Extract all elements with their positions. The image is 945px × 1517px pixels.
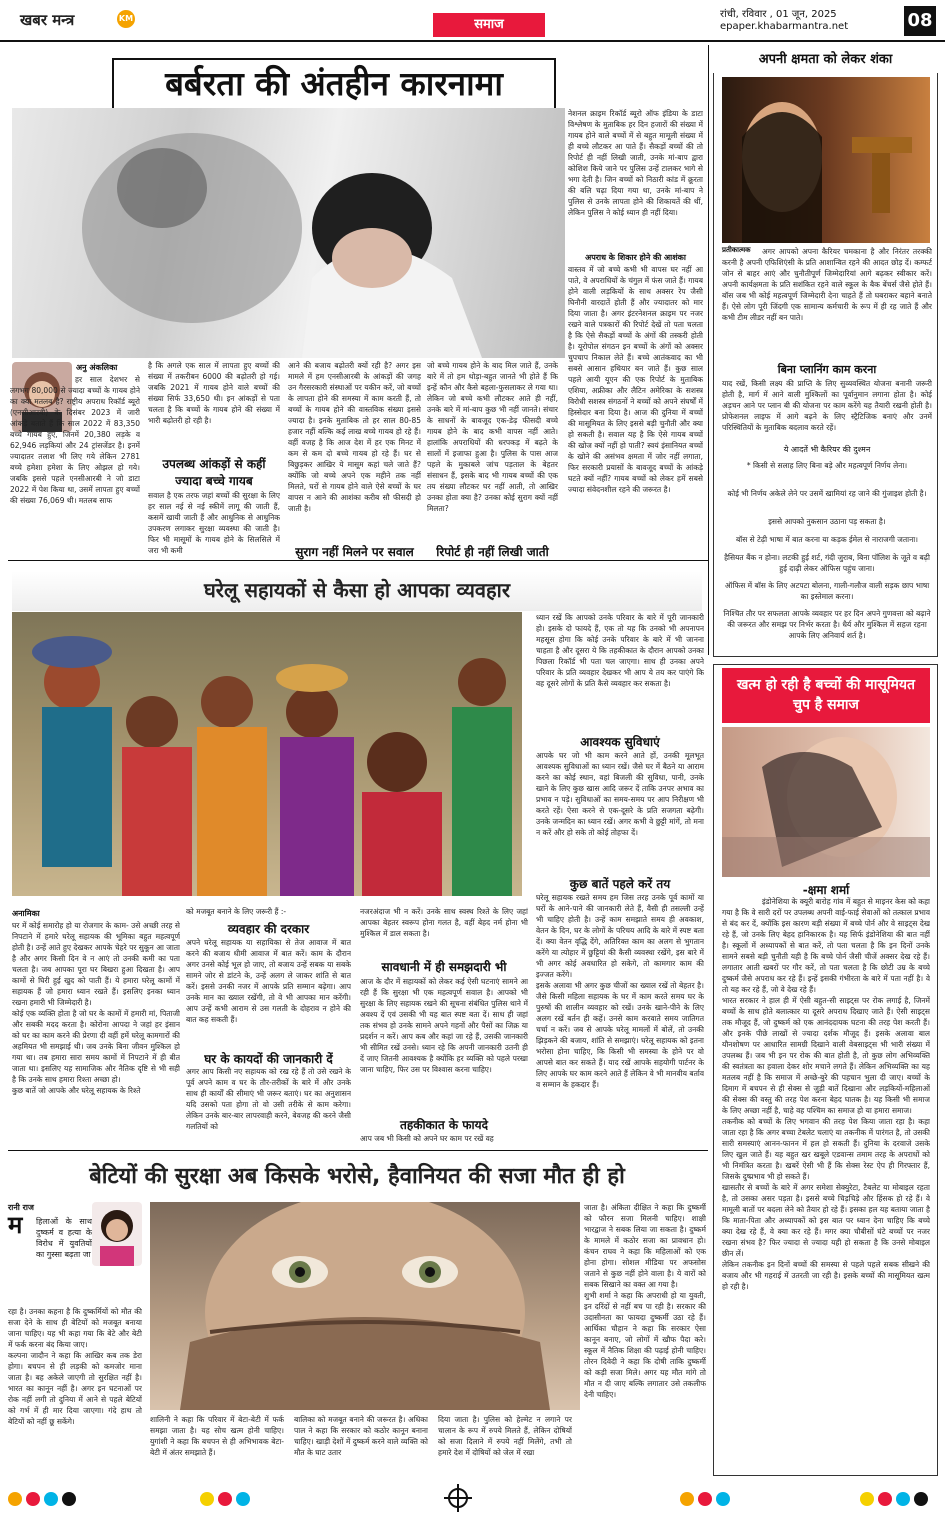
sidebar-career-list-5: ऑफिस में बॉस के लिए अटपटा बोलना, गाली-गलौज वाली सड़क छाप भाषा का इस्तेमाल करना। xyxy=(724,581,930,601)
child-shadow-image xyxy=(12,108,565,358)
registration-dot-icon xyxy=(44,1492,58,1506)
main-subhead-3: रिपोर्ट ही नहीं लिखी जाती xyxy=(436,545,549,559)
main-headline: बर्बरता की अंतहीन कारनामा xyxy=(112,58,556,110)
domestic-col-4c: घरेलू सहायक रखते समय हम जिस तरह उनके पूर्व कामों या घरों के आने-पाने की जानकारी लेते हैं, वैसी ही तसल्ली उन्हें भी चाहिए होती है। उन्हें काम समझाते समय ही अवकाश, वेतन के दिन, घर के लोगों के परिचय आदि के बारे में स्पष्ट बता दें। क्या वेतन वृद्धि देंगे, अतिरिक्त काम का अलग से भुगतान करेंगे या त्योहार में छुट्टियां की कैसी व्यवस्था रखेंगे, इस बारे में भी अगर कोई अवधारित हो सकेगे, तो कामगार काम की इज्जत करेंगे। इसके अलावा भी अगर कुछ चीजों का ख्याल रखें तो बेहतर है। जैसे किसी महिला सहायक के घर में काम करते समय घर के पुरुषों की शालीन व्यवहार को रखें। उनके खाने-पीने के लिए अलग रखें बर्तन ही कहें। उनसे काम करवाते समय जातिगत चर्चा न करें। जब से आपके घरेलू मामलों में बोलें, तो उनकी झिड़कने की बजाय, शांति से समझाएं। घरेलू सहायक को इतना भरोसा होना चाहिए, कि किसी भी समस्या के होने पर वो आपसे बात कर सकते हैं। याद रखें आपके सहयोगी पार्टनर के लिए आपके घर काम करने आते हैं लेकिन वे भी मानवीय बर्ताव व सम्मान के हकदार हैं। xyxy=(536,893,704,1089)
daughters-col-5: जाता है। अंकिता दीक्षित ने कहा कि दुष्कर्मी को फौरन सजा मिलनी चाहिए। शाक्षी भारद्वाज ने सबक लिया जा सकता है। दुष्कर्म के मामले में कठोर सजा का प्रावधान हो। कंचन राघव ने कहा कि महिलाओं को एक होना होगा। सोशल मीडिया पर अफसोस जताने से कुछ नहीं होने वाला है। ये वारों को सबक सिखाने का वक्त आ गया है। शुभी शर्मा ने कहा कि अपराधी हो या युवती, इन दरिंदों से नहीं बच पा रही है। सरकार की उदासीनता का फायदा दुष्कर्मी उठा रहे हैं। आर्थिका चौहान ने कहा कि सरकार ऐसा कानून बनाए, जो लोगों में खौफ पैदा करे। स्कूल में नैतिक शिक्षा की पढ़ाई होनी चाहिए। तोरन दिवेदी ने कहा कि दोषी ताकि दुष्कर्मी को कड़ी सजा मिले। अगर यह मौत मांगे तो मौत न दी जाए बल्कि लगातार उसे तकलीफ देनी चाहिए। xyxy=(584,1203,706,1399)
domestic-col-3c: आप जब भी किसी को अपने घर काम पर रखें वह xyxy=(360,1134,494,1143)
crosshair-line-icon xyxy=(444,1497,472,1499)
domestic-subhead-3: सावधानी में ही समझदारी भी xyxy=(381,960,507,974)
daughters-col-2: शालिनी ने कहा कि परिवार में बेटा-बेटी में फर्क समझा जाता है। यह सोच खत्म होनी चाहिए। युगांशी ने कहा कि बचपन से ही अभिभावक बेटा-बेटी में अंतर समझाते हैं। xyxy=(150,1415,284,1457)
domestic-subhead-6: तहकीकात के फायदे xyxy=(400,1118,488,1132)
photo-caption: प्रतीकात्मक xyxy=(722,246,751,254)
domestic-col-3b: आज के दौर में सहायकों को लेकर कई ऐसी घटनाएं सामने आ रही हैं कि सुरक्षा भी एक महत्वपूर्ण सवाल है। आपको भी सुरक्षा के लिए सहायक रखने की सूचना संबंधित पुलिस थाने में अवश्य दें एवं उसकी भी यह बात स्पष्ट बता दें। साथ ही जहां तक संभव हो उनके सामने अपने गहनों और पैसों का जिक्र या प्रदर्शन न करें। आप कब और कहां जा रहे हैं, उसकी जानकारी भी सीमित रखें उनसे। ध्यान रहे कि अपनी जानकारी उतनी ही दें जाए जितनी आवश्यक है क्योंकि हर व्यक्ति को पहले परखा जाना चाहिए, फिर उस पर विश्वास करना चाहिए। xyxy=(360,977,528,1074)
sidebar-children-title: खत्म हो रही है बच्चों की मासूमियत चुप है समाज xyxy=(722,668,930,723)
main-col-5b: वास्तव में जो बच्चे कभी भी वापस घर नहीं आ पाते, वे अपराधियों के चंगुल में फंस जाते हैं। गायब होने वाली लड़कियों के साथ अक्सर रेप जैसी घिनौनी वारदातें होती हैं और ज्यादातर को मार दिया जाता है। अगर इंटरनेशनल क्राइम पर नजर रखने वाले पत्रकारों की रिपोर्ट देखें तो पता चलता है कि ऐसे सैकड़ों बच्चों के अंगों की तस्करी होती है। यूरोपोल संगठन इन बच्चों के अंगों को अक्सर चुपचाप निकाल लेते हैं। बच्चे आतंकवाद का भी सबसे आसान हथियार बन जाते हैं। कुछ साल पहले आयी यूएन की एक रिपोर्ट के मुताबिक एशिया, अफ्रीका और लैटिन अमेरिका के सशस्त्र विरोधी सशस्त्र संगठनों ने बच्चों को अपने संघर्षों में हिस्सेदार बना दिया है। आज की दुनिया में बच्चों की मासूमियत के लिए इससे बड़ी चुनौती और क्या हो सकती है। सवाल यह है कि ऐसे गायब बच्चों की खोज क्यों नहीं हो पाती? स्वयं इंसानियत बच्चों के खोने की असंभव क्षमता में जोर नहीं लगाता, फिर सरकारी प्रयासों के बावजूद बच्चों के आंकड़े घटते क्यों नहीं? गायब बच्चों को लेकर हमें सबसे ज्यादा संवेदनशील रहने की जरूरत है। xyxy=(568,265,703,494)
registration-dot-icon xyxy=(236,1492,250,1506)
domestic-col-1: घर में कोई समारोह हो या रोजगार के काम- उसे अच्छी तरह से निपटाने में हमारे घरेलू सहायक की भूमिका बहुत महत्वपूर्ण होती है। उन्हें आते हुए देखकर आपके चेहरे पर सुकून आ जाता है और अगर किसी दिन वे न आएं तो उनकी कमी का पता चलता है। जब आपका पूरा घर बिखरा हुआ दिखता है। आप कामों से घिरी हुई खुद को पाती हैं। ये हमारा घरेलू कामों में सहायक हैं जो हमारा ध्यान रखते हैं। इसलिए इनका ध्यान रखना हमारी भी जिम्मेदारी है। कोई एक व्यक्ति होता है जो घर के कामों में हमारी मां, पिताजी और सबकी मदद करता है। कोरोना आपदा ने जहां हर इंसान को घर का काम करने की प्रेरणा दी वहीं हमें घरेलू कामगारों की अहमियत भी समझाई थी। जब उनके बिना जीवन मुश्किल हो गया था। तब हमारा सारा समय कामों में निपटाने में ही बीत जाता था। इसलिए यह सामाजिक और नैतिक दृष्टि से भी सही है कि उनके साथ हमारा रिश्ता अच्छा हो। कुछ बातें जो आपके और घरेलू सहायक के रिश्ते xyxy=(12,921,180,1095)
page-number: 08 xyxy=(904,6,936,36)
brand-logo-icon: KM xyxy=(117,10,135,28)
registration-dot-icon xyxy=(860,1492,874,1506)
sidebar-career-note: ये आदतें भी कैरियर की दुश्मन xyxy=(783,445,871,454)
domestic-col-4a: ध्यान रखें कि आपको उनके परिवार के बारे में पूरी जानकारी हो। इसके दो फायदे हैं, एक तो यह कि उनको भी अपनापन महसूस होगा कि कोई उनके परिवार के बारे में भी जानना चाहता है और दूसरा ये कि तहकीकात के दौरान आपको उनका पिछला रिकॉर्ड भी पता चल जाएगा। साथ ही उनका अपने परिवार के प्रति व्यवहार देखकर भी आप ये तय कर पाएंगे कि वह दूसरे लोगों के प्रति कैसे व्यवहार कर सकता है। xyxy=(536,613,704,688)
main-col-2: है कि अगले एक साल में लापता हुए बच्चों की संख्या में तकरीबन 6000 की बढ़ोतरी हो गई। जबकि 2021 में गायब होने वाले बच्चों की संख्या सिर्फ 33,650 थी। इन आंकड़ों से पता चलता है कि बच्चों के गायब होने की संख्या में भारी बढ़ोतरी हो रही है। xyxy=(148,361,280,425)
main-col-4: जो बच्चे गायब होने के बाद मिल जाते हैं, उनके बारे में तो हम थोड़ा-बहुत जानते भी होते हैं कि इन्हें कौन और कैसे बहला-फुसलाकर ले गया था। लेकिन जो बच्चे कभी लौटकर आते ही नहीं, उनके बारे में मां-बाप कुछ भी नहीं जानते। संचार के साधनों के बावजूद एक-डेढ़ फीसदी बच्चे गायब होने के बाद कभी वापस नहीं आते। हालांकि अपराधियों की धरपकड़ में बढ़ते के सालों में इजाफा हुआ है। पुलिस के पास आज पहले के मुकाबले जांच पड़ताल के बेहतर संसाधन हैं, इसके बाद भी गायब बच्चों की एक तय संख्या लौटकर घर नहीं आती, तो आखिर उनका होता क्या है? उनका कोई सुराग क्यों नहीं मिलता? xyxy=(427,361,558,513)
sidebar-children-byline: -क्षमा शर्मा xyxy=(802,883,850,897)
registration-dot-icon xyxy=(62,1492,76,1506)
main-story-photo xyxy=(12,108,565,358)
women-workers-image xyxy=(12,612,522,896)
main-col-2b: सवाल है एक तरफ जहां बच्चों की सुरक्षा के लिए हर साल नई से नई स्कीमें लागू की जाती हैं, कसमें खायी जाती हैं और आधुनिक से आधुनिक उपकरण लगाकर सुरक्षा व्यवस्था की जाती है। फिर भी मासूमों के गायब होने के सिलसिले में जरा भी कमी xyxy=(148,491,280,555)
sidebar-career-list-0: * किसी से सलाह लिए बिना बड़े और महत्वपूर्ण निर्णय लेना। xyxy=(746,461,908,470)
registration-dot-icon xyxy=(200,1492,214,1506)
sidebar-career-photo xyxy=(722,77,930,243)
section-label: समाज xyxy=(433,13,545,37)
sidebar-career-list-2: इससे आपको नुकसान उठाना पड़ सकता है। xyxy=(768,517,886,526)
registration-dot-icon xyxy=(914,1492,928,1506)
sidebar-career-title: अपनी क्षमता को लेकर शंका xyxy=(713,47,938,73)
domestic-col-3a: नजरअंदाज भी न करें। उनके साथ स्वस्थ रिश्ते के लिए जहां आपका बेहतर स्वरूप होना गलत है, वहीं बेहद नर्म होना भी मुश्किल में डाल सकता है। xyxy=(360,907,528,938)
sidebar-children-body: इंडोनेशिया के क्यूरी बारोह गांव में बहुत से माइनर केस को कहा गया है कि वे सारी दरों पर उपलब्ध अपनी वाई-फाई सेवाओं को तत्काल प्रभाव से बंद कर दें, क्योंकि इस कारण बड़ी संख्या में बच्चे पोर्न और वे साइट्स देख रहे हैं, जो उनके लिए बेहद हानिकारक है। यह सिर्फ इंडोनेशिया की बात नहीं है। स्कूलों में अध्यापकों से बात करें, तो पता चलता है कि इन दिनों उनके सामने सबसे बड़ी चुनौती यही है कि बच्चे पोर्न जैसी चीजें अक्सर देख रहे हैं। लगातार आती खबरों पर गौर करें, तो पता चलता है कि छोटी उम्र के बच्चे दुष्कर्म जैसे अपराध कर रहे हैं। इन्हें इसकी गंभीरता के बारे में पता नहीं है। वे तो यह कर रहे हैं, जो वे देख रहे हैं। भारत सरकार ने हाल ही में ऐसी बहुत-सी साइट्स पर रोक लगाई है, जिनमें बच्चों के साथ होते बलात्कार या दूसरे अपराध दिखाए जाते हैं। ऐसी साइट्स तक मौजूद हैं, जो दुष्कर्म को एक आनंददायक घटना की तरह पेश करती हैं। और इनके पीछे लाखों से ज्यादा दर्शक मौजूद हैं। इसके अलावा बाल यौनशोषण पर आधारित सामग्री दिखाने वाली वेबसाइट्स भी भारी संख्या में उपलब्ध हैं। जब भी इन पर रोक की बात होती है, तो कुछ लोग अभिव्यक्ति की स्वतंत्रता का हवाला देकर शोर मचाने लगते हैं। लेकिन अभिव्यक्ति का यह मतलब नहीं है कि समाज में अच्छे-बुरे की पहचान भुला दी जाए। बच्चों के दिमाग में बचपन से ही सेक्स से जुड़ी बातें दिखाना और लड़कियों-महिलाओं की सेक्स की वस्तु की तरह पेश करना बेहद घातक है। यह किसी भी समाज के लिए अच्छा नहीं है, चाहे वह पश्चिम का समाज हो या हमारा समाज। तकनीक को बच्चों के लिए भगवान की तरह पेश किया जाता रहा है। कहा जाता रहा है कि अगर बच्चा टेबलेट चलाएं या तकनीक में पारंगत है, तो उसकी सारी समस्याएं आनन-फानन में हल हो सकती हैं। दुनिया के दरवाजे उसके लिए खुल जाते हैं। यह बहुत खर खबूले एडवान्स तमाम तरह के अपराधों को भी निमंत्रित करता है। खबरें ऐसी भी हैं कि सेक्स रेस्ट ऐप ही गिरफ्तार हैं, जिसके दुष्प्रभाव भी हो सकते हैं। खासतौर से बच्चों के बारे में अगर समेशा सेक्युरेटा, टैबलेट या मोबाइल रहता है, तो उसका असर पड़ता है। इससे बच्चे चिड़चिड़े और हिंसक हो रहे हैं। वे मामूली बातों पर बदला लेने को तैयार हो रहे हैं। इसका हल यह बताया जाता है कि माता-पिता और अध्यापकों को इस बात पर ध्यान देना चाहिए कि बच्चे क्या देख रहे हैं, वे क्या कर रहे हैं। मगर क्या चौबीसों घंटे बच्चों पर नजर रखना संभव है? फिर ज्यादा से ज्यादा यही हो सकता है कि उनसे मोबाइल छीन लें। लेकिन तकनीक इन दिनों बच्चों की समस्या से पहले पहले सबक सीखने की बजाय और भी गहराई में उतरती जा रही है। इसके बच्चों की मासूमियत खत्म हो रही है। xyxy=(722,897,930,1291)
domestic-col-2c: अगर आप किसी नए सहायक को रख रहे हैं तो उसे रखने के पूर्व अपने काम व घर के तौर-तरीकों के बारे में और उनके साथ ही कार्यों की सीमाएं भी जरूर बताएं। घर का अनुशासन यदि उसको पता होगा तो वो उसी तरीके से काम करेगा। लेकिन उनके बार-बार लापरवाही करने, बेवजह की करने जैसी गलतियों को xyxy=(186,1067,351,1131)
daughters-headline: बेटियों की सुरक्षा अब किसके भरोसे, हैवानियत की सजा मौत ही हो xyxy=(89,1164,625,1189)
issue-date: रांची, रविवार , 01 जून, 2025 xyxy=(720,9,837,20)
registration-dot-icon xyxy=(8,1492,22,1506)
registration-dot-icon xyxy=(698,1492,712,1506)
registration-dot-icon xyxy=(680,1492,694,1506)
sidebar-career-list-4: हैसियत बैंक न होना। लटकी हुई शर्ट, गंदी जुराब, बिना पॉलिश के जूते व बढ़ी हुई दाढ़ी लेकर ऑफिस पहुंच जाना। xyxy=(724,553,930,573)
covered-mouth-image xyxy=(150,1202,580,1410)
sidebar-career-subhead: बिना प्लानिंग काम करना xyxy=(777,363,877,376)
domestic-subhead-1: व्यवहार की दरकार xyxy=(227,922,310,936)
top-rule xyxy=(0,40,945,42)
domestic-subhead-2: घर के कायदों की जानकारी दें xyxy=(204,1052,333,1066)
domestic-headline: घरेलू सहायकों से कैसा हो आपका व्यवहार xyxy=(203,578,511,602)
domestic-col-4b: आपके घर जो भी काम करने आते हों, उनकी मूलभूत आवश्यक सुविधाओं का ध्यान रखें। जैसे घर में बैठने या आराम करने का कोई स्थान, वहां बिजली की सुविधा, पानी, उनके खाने के लिए कुछ खास आदि जरूर दें ताकि उनपर अभाव का प्रभाव न पड़े। सुविधाओं का समय-समय पर आप निरीक्षण भी करते रहें। ऐसा करने से एक-दूसरे के प्रति सजगता बढ़ेगी। उनके जन्मदिन का ध्यान रखें। अगर कभी वे छुट्टी मांगें, तो मना न करें और हो सके तो कोई तोहफा दें। xyxy=(536,751,704,837)
domestic-subhead-5: कुछ बातें पहले करें तय xyxy=(569,877,671,891)
sidebar-career-list-1: कोई भी निर्णय अकेले लेने पर उसमें खामियां रह जाने की गुंजाइश होती है। xyxy=(727,489,927,498)
daughters-col-1b: रहा है। उनका कहना है कि दुष्कर्मियों को मौत की सजा देने के साथ ही बेटियों को मजबूत बनाया जाना चाहिए। यह भी कहा गया कि बेटे और बेटी में फर्क करना बंद किया जाए। कल्पना जादौन ने कहा कि आखिर कब तक डेरा होगा। बचपन से ही लड़की को कमजोर माना जाता है। बह अकेले जाएगी तो सुरक्षित नहीं है। भारत का कानून नहीं है। अगर इन घटनाओं पर रोक नहीं लगी तो दुनिया में आने से पहले बेटियों को गर्भ में ही मार दिया जाएगा। गंदे हाथ तो बेटियों को नहीं छू सकेंगे। xyxy=(8,1307,142,1426)
column-divider xyxy=(708,45,709,655)
registration-dot-icon xyxy=(878,1492,892,1506)
main-col-1: हर साल देशभर से लगभग 80,000 से ज्यादा बच्चों के गायब होने का क्या मतलब है? राष्ट्रीय अपराध रिकॉर्ड ब्यूरो (एनसीआरबी) के दिसंबर 2023 में जारी आंकड़े बताते हैं कि साल 2022 में 83,350 बच्चे गायब हुए, जिनमें 20,380 लड़के व 62,946 लड़कियां और 24 ट्रांसजेंडर है। इनमें ज्यादातर तलाश भी लिए गये लेकिन 2781 बच्चे हमेशा हमेशा के लिए ओझल हो गये। जबकि इससे पहले एनसीआरबी ने जो डाटा 2022 में पेश किया था, उसमें लापता हुए बच्चों की संख्या 76,069 थी। मतलब साफ xyxy=(10,375,140,505)
daughters-photo xyxy=(150,1202,580,1410)
daughters-author-photo xyxy=(92,1202,142,1266)
daughters-byline: रानी राज xyxy=(8,1203,34,1212)
sidebar-career-body: याद रखें, किसी लक्ष्य की प्राप्ति के लिए सुव्यवस्थित योजना बनानी जरूरी होती है, मार्ग में आने वाली मुश्किलों का पूर्वानुमान लगाना होता है। कोई अड़चन आने पर प्लान बी की योजना पर काम करेंगे यह तैयारी रखनी होती है। प्रोफेशनल लाइफ में आगे बढ़ने के लिए स्ट्रैटिजिक बनाएं और उनमें परिस्थितियों के मुताबिक बदलाव करते रहें। xyxy=(722,379,932,432)
section-rule-1 xyxy=(8,560,708,561)
domestic-photo xyxy=(12,612,522,896)
registration-dot-icon xyxy=(716,1492,730,1506)
main-subhead-1: उपलब्ध आंकड़ों से कहीं ज्यादा बच्चे गायब xyxy=(162,457,266,488)
main-col-3: आने की बजाय बढ़ोतरी क्यों रही है? अगर इस मामले में हम एनसीआरबी के आंकड़ों की जगह उन गैरसरकारी संस्थाओं पर यकीन करें, जो बच्चों के लापता होने की समस्या में काम करती हैं, तो बच्चों के गायब होने की वास्तविक संख्या इससे ज्यादा है। इनके मुताबिक तो हर साल 80-85 हजार नहीं बल्कि कई लाख बच्चे गायब हो रहे हैं। वहीं वजह है कि आज देश में हर एक मिनट में कम से कम दो बच्चे गायब हो रहे हैं। घर से बिछुड़कर आखिर ये मासूम कहां चले जाते हैं? क्योंकि जो बच्चे अपने एक महीने तक नहीं मिलते, घरों से गायब होने वाले ऐसे बच्चों के घर वापस न आने की आशंका करीब सौ फीसदी हो जाती है। xyxy=(288,361,421,513)
author-byline: अनु अंकलिका xyxy=(76,363,118,372)
brand-name: खबर मन्त्र xyxy=(20,11,75,29)
sidebar-career-list-3: बॉस से टेढ़ी भाषा में बात करना या कड़क ईमेल से नाराजगी जताना। xyxy=(735,535,919,544)
section-rule-2 xyxy=(8,1150,708,1151)
print-registration-strip xyxy=(0,1480,945,1517)
sidebar-children-photo xyxy=(722,727,930,877)
domestic-subhead-4: आवश्यक सुविधाएं xyxy=(580,735,660,749)
main-col-5: नेशनल क्राइम रिकॉर्ड ब्यूरो ऑफ इंडिया के डाटा विश्लेषण के मुताबिक हर दिन हजारों की संख्या में गायब होने वाले बच्चों में से बहुत मामूली संख्या में ही बच्चे लौटकर आ पाते हैं। सैकड़ों बच्चों की तो रिपोर्ट ही नहीं लिखी जाती, उनके मां-बाप द्वारा कोशिश किये जाने पर पुलिस उन्हें टालकर भागे से भगा देती है। जिन बच्चों को निठारी कांड में क्रूरता की बलि चढ़ा दिया गया था, उनके मां-बाप ने पुलिस से उनके लापता होने की शिकायतें की थीं, लेकिन पुलिस ने कोई ध्यान ही नहीं दिया। xyxy=(568,109,703,217)
daughters-col-4: दिया जाता है। पुलिस को हेल्मेट न लगाने पर चालान के रूप में रुपये मिलते हैं, लेकिन दोषियों को सजा दिलाने में रुपये नहीं मिलेंगे, तभी तो हमारे देश में दोषियों को जेल में रखा xyxy=(438,1415,572,1457)
daughters-dropcap: म xyxy=(8,1211,23,1239)
registration-dot-icon xyxy=(896,1492,910,1506)
website-link[interactable]: epaper.khabarmantra.net xyxy=(720,21,849,32)
daughters-col-1a: हिलाओं के साथ दुष्कर्म व हत्या के विरोध में युवतियों का गुस्सा बढ़ता जा xyxy=(36,1217,92,1259)
sidebar-career-intro: अगर आपको अपना कैरियर चमकाना है और निरंतर तरक्की करनी है अपनी एफिशिएंसी के प्रति आशान्वित रहने की आदत छोड़ दें। कम्फर्ट जोन से बाहर आएं और चुनौतीपूर्ण जिम्मेदारियां आगे बढ़कर स्वीकार करें। अपनी कार्यक्षमता के प्रति सशंकित रहने वाले स्कूल के बैक बेंचर्स जैसे होते हैं। बॉस जब भी कोई महत्वपूर्ण जिम्मेदारी देना चाहते हैं तो घबराकर बहाने बनाते हैं। ऐसे लोग पूरी जिंदगी एक सामान्य कर्मचारी के रूप में ही रह जाते हैं और कभी टीम लीडर नहीं बन पाते। xyxy=(722,247,932,322)
main-subhead-4: अपराध के शिकार होने की आशंका xyxy=(585,253,686,262)
registration-dot-icon xyxy=(218,1492,232,1506)
domestic-byline: अनामिका xyxy=(12,909,40,918)
main-subhead-2: सुराग नहीं मिलने पर सवाल xyxy=(295,545,414,559)
sidebar-career-list-6: निश्चित तौर पर सफलता आपके व्यवहार पर हर दिन अपने गुणवत्ता को बढ़ाने की जरूरत और समझ पर निर्भर करता है। धैर्य और मुश्किल में सहज रहना आपके लिए अनिवार्य शर्त है। xyxy=(723,609,931,640)
domestic-col-2b: अपने घरेलू सहायक या सहायिका से तेज आवाज में बात करने की बजाय धीमी आवाज में बात करें। काम के दौरान अगर उनसे कोई भूल हो जाए, तो बजाय उन्हें सबक या सबके सामने जोर से डांटने के, उन्हें अलग ले जाकर शांति से बात करें। इससे उनकी नजर में आपके प्रति सम्मान बढ़ेगा। आप उनके मान का ख्याल रखेंगी, तो वे भी आपका मान करेंगी। आप उन्हें कभी आराम से उस गलती के दोहराव न होने की बात कह सकती हैं। xyxy=(186,938,351,1024)
daughters-col-3: बालिका को मजबूत बनाने की जरूरत है। अधिका पाल ने कहा कि सरकार को कठोर कानून बनाना चाहिए। खाड़ी देशों में दुष्कर्म करने वाले व्यक्ति को मौत के घाट उतार xyxy=(294,1415,428,1457)
masthead-bar xyxy=(0,0,945,40)
registration-dot-icon xyxy=(26,1492,40,1506)
domestic-col-2a: को मजबूत बनाने के लिए जरूरी हैं :- xyxy=(186,907,287,916)
